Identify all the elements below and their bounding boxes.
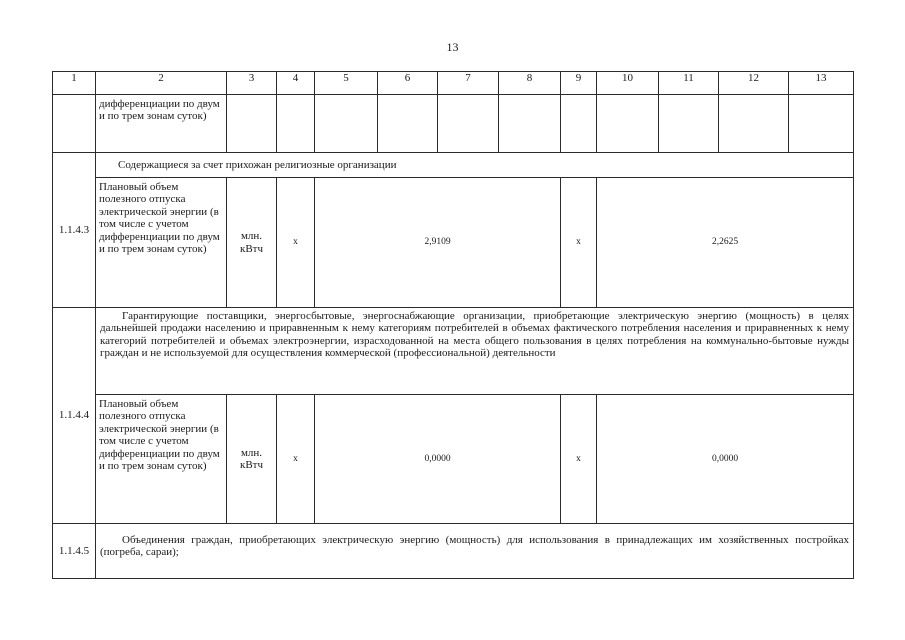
col-header-6: 6: [378, 72, 438, 95]
section-code: 1.1.4.4: [53, 308, 96, 524]
unit-cell: млн. кВтч: [227, 395, 277, 524]
col-header-12: 12: [719, 72, 789, 95]
tariff-table: [52, 71, 854, 579]
page-number: 13: [446, 40, 459, 54]
continuation-row: [53, 95, 854, 153]
value-period-1: 0,0000: [315, 395, 561, 524]
section-1143-data-row: [53, 178, 854, 308]
col4-mark: x: [277, 178, 315, 308]
indicator-text: Плановый объем полезного отпуска электрической энергии (в том числе с учетом дифференциации по двум и по трем зонам суток): [96, 395, 227, 524]
col-header-13: 13: [789, 72, 854, 95]
section-title: Содержащиеся за счет прихожан религиозные организации: [96, 153, 854, 178]
col-header-8: 8: [499, 72, 561, 95]
col-header-10: 10: [597, 72, 659, 95]
col-header-5: 5: [315, 72, 378, 95]
column-number-row: [53, 72, 854, 95]
col-header-11: 11: [659, 72, 719, 95]
section-1144-data-row: [53, 395, 854, 524]
col-header-7: 7: [438, 72, 499, 95]
indicator-text: Плановый объем полезного отпуска электрической энергии (в том числе с учетом дифференциации по двум и по трем зонам суток): [96, 178, 227, 308]
value-period-2: 2,2625: [597, 178, 854, 308]
col4-mark: x: [277, 395, 315, 524]
value-period-2: 0,0000: [597, 395, 854, 524]
section-1143-title-row: [53, 153, 854, 178]
section-title: Объединения граждан, приобретающих электрическую энергию (мощность) для использования в принадлежащих им хозяйственных постройках (погреба, сараи);: [96, 524, 854, 579]
col-header-2: 2: [96, 72, 227, 95]
col-header-1: 1: [53, 72, 96, 95]
value-period-1: 2,9109: [315, 178, 561, 308]
section-1144-title-row: [53, 308, 854, 395]
section-code: 1.1.4.3: [53, 153, 96, 308]
unit-cell: млн. кВтч: [227, 178, 277, 308]
continuation-text: дифференциации по двум и по трем зонам суток): [96, 95, 227, 153]
section-code: 1.1.4.5: [53, 524, 96, 579]
section-1145-title-row: [53, 524, 854, 579]
section-title: Гарантирующие поставщики, энергосбытовые, энергоснабжающие организации, приобретающие электрическую энергию (мощность) в целях дальнейшей продажи населению и приравненным к нему категориям потребителей в объемах фактического потребления населения и приравненных к нему категорий потребителей и объемах электроэнергии, израсходованной на места общего пользования в целях потребления на коммунально-бытовые нужды граждан и не используемой для осуществления коммерческой (профессиональной) деятельности: [96, 308, 854, 395]
col-header-3: 3: [227, 72, 277, 95]
col9-mark: x: [561, 395, 597, 524]
col-header-9: 9: [561, 72, 597, 95]
col9-mark: x: [561, 178, 597, 308]
col-header-4: 4: [277, 72, 315, 95]
